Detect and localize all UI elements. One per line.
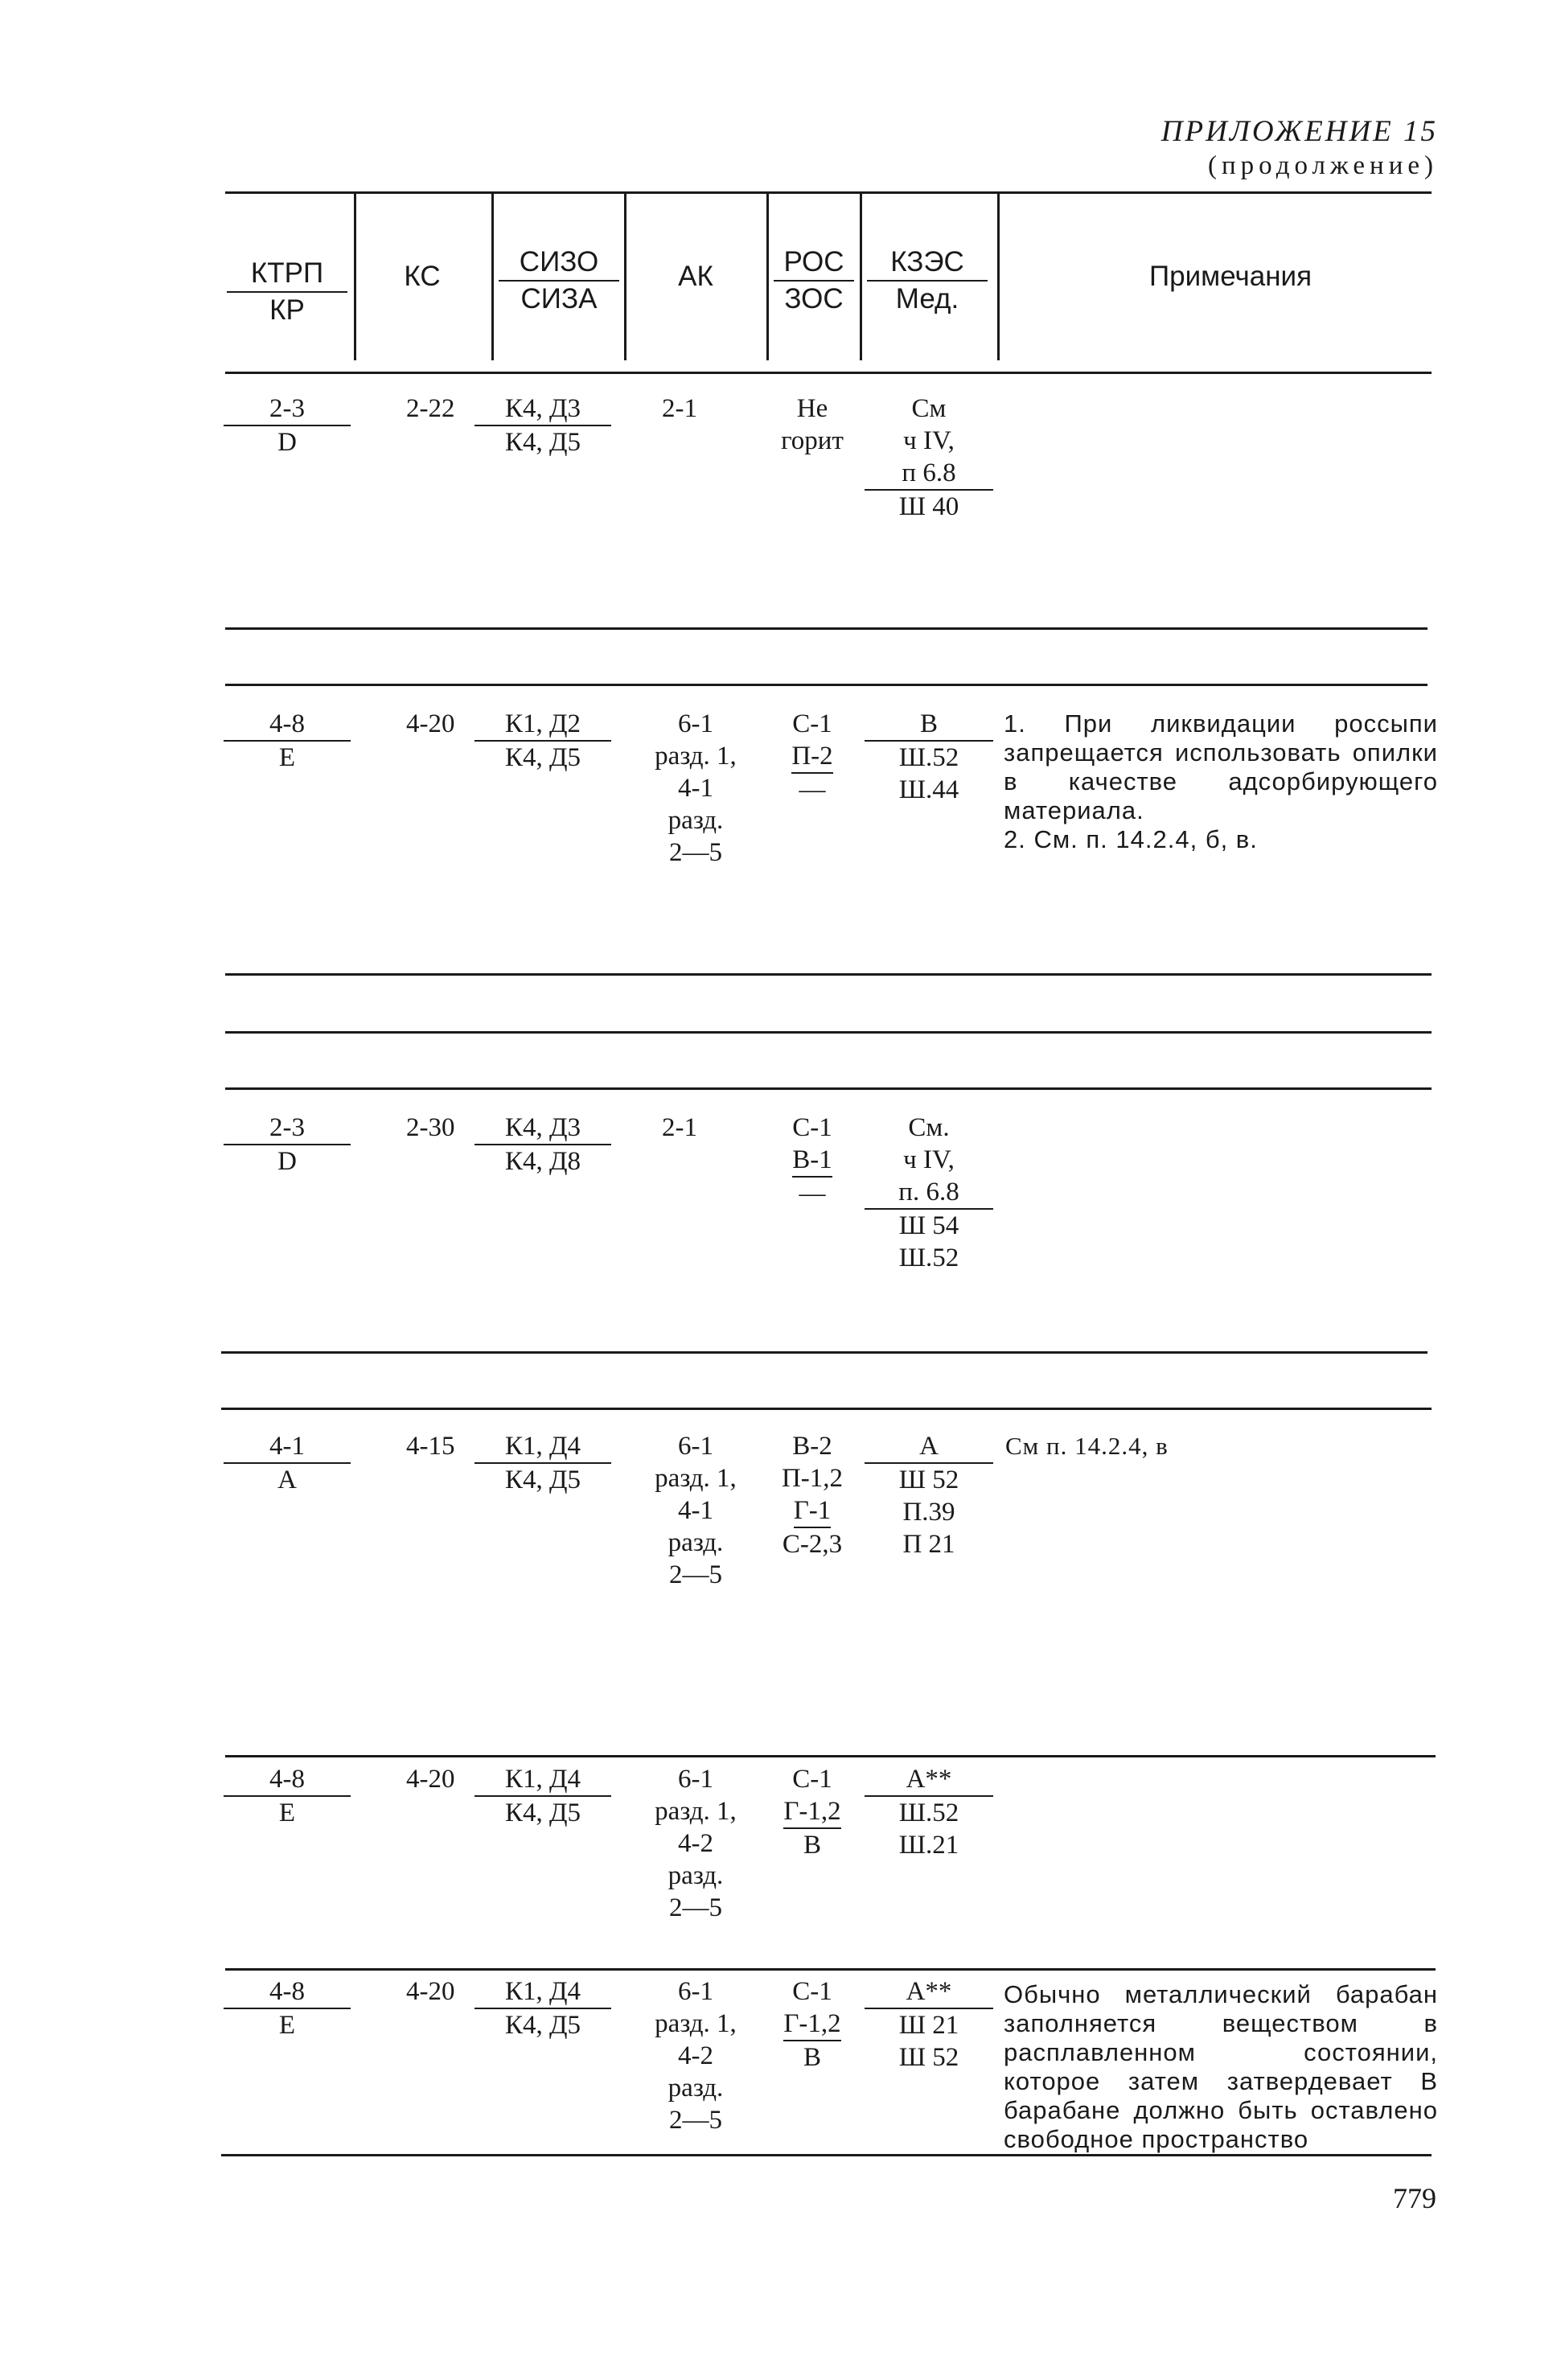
header-divider — [997, 193, 1000, 360]
row-divider — [221, 1408, 1432, 1410]
col-header-sizo-bottom: СИЗА — [499, 280, 619, 317]
siza-value: К4, Д5 — [474, 1462, 611, 1496]
row-divider — [225, 1087, 1432, 1090]
table-row-ktrp — [224, 1430, 351, 1496]
ak-line: разд. 1, — [655, 1464, 737, 1493]
siza-value: К4, Д5 — [474, 1795, 611, 1829]
sizo-value: К1, Д4 — [504, 1432, 581, 1461]
ros-value — [768, 1763, 856, 1861]
table-row-ktrp — [224, 393, 351, 458]
ros-line: Г-1,2 — [783, 1795, 840, 1829]
appendix-title: ПРИЛОЖЕНИЕ 15 — [1160, 115, 1438, 148]
kzes-value — [865, 708, 993, 806]
table-row-sizo — [474, 1975, 611, 2041]
ktrp-value: 4-8 — [269, 709, 305, 738]
note-text: 2. См. п. 14.2.4, б, в. — [1004, 825, 1258, 853]
ros-value — [768, 393, 856, 457]
col-header-sizo-top: СИЗО — [519, 246, 599, 277]
row-note — [1004, 709, 1438, 854]
note-text: 1. При ликвидации россыпи запрещается использовать опилки в качестве адсорбирующего материала. — [1004, 709, 1438, 824]
ak-line: 6-1 — [678, 1432, 713, 1461]
kzes-line: В — [919, 709, 938, 738]
header-divider — [624, 193, 626, 360]
kzes-line: ч IV, — [903, 426, 955, 455]
col-header-ros-top: РОС — [783, 246, 844, 277]
table-top-rule — [225, 191, 1432, 194]
table-row-sizo — [474, 708, 611, 774]
row-note — [1005, 1432, 1440, 1461]
ak-line: 6-1 — [678, 709, 713, 738]
ak-line: 6-1 — [678, 1765, 713, 1794]
ak-line: разд. 1, — [655, 1797, 737, 1826]
kzes-line: Ш 52 — [898, 2043, 959, 2072]
kzes-line: п. 6.8 — [898, 1178, 959, 1206]
note-text: См п. 14.2.4, в — [1005, 1432, 1169, 1460]
ros-line: В — [803, 2043, 821, 2072]
kzes-line: Ш 54 — [865, 1208, 993, 1242]
ak-line: 4-1 — [678, 1496, 713, 1525]
ros-line: горит — [781, 426, 844, 455]
table-row-ktrp — [224, 1975, 351, 2041]
ktrp-value: 2-3 — [269, 1113, 305, 1142]
row-divider — [225, 627, 1427, 630]
col-header-ks: КС — [404, 261, 441, 292]
sizo-value: К1, Д4 — [504, 1977, 581, 2006]
ak-value — [639, 1430, 752, 1591]
col-header-ros-bottom: ЗОС — [774, 280, 854, 317]
ros-line: — — [799, 1179, 826, 1208]
ak-line: 2-1 — [662, 1113, 697, 1142]
ros-line: В-1 — [792, 1144, 832, 1178]
table-bottom-rule — [221, 2154, 1432, 2156]
ak-line: 4-1 — [678, 774, 713, 803]
ak-line: 6-1 — [678, 1977, 713, 2006]
kzes-line: A** — [906, 1765, 952, 1794]
ks-value: 4-15 — [406, 1432, 455, 1461]
header-divider — [860, 193, 862, 360]
kzes-line: Ш 21 — [865, 2008, 993, 2041]
kzes-value — [865, 1975, 993, 2074]
kzes-value — [865, 393, 993, 523]
row-divider — [225, 684, 1427, 686]
kr-value: D — [224, 1144, 351, 1178]
table-row-ktrp — [224, 1763, 351, 1829]
table-row-ktrp — [224, 1112, 351, 1178]
kr-value: E — [224, 1795, 351, 1829]
kr-value: E — [224, 740, 351, 774]
kzes-line: п 6.8 — [902, 458, 956, 487]
ktrp-value: 4-8 — [269, 1977, 305, 2006]
col-header-ktrp-bottom: КР — [227, 291, 347, 328]
siza-value: К4, Д5 — [474, 2008, 611, 2041]
ak-line: 2—5 — [669, 1893, 722, 1922]
ktrp-value: 4-1 — [269, 1432, 305, 1461]
ak-value — [639, 1975, 752, 2136]
ak-line: 4-2 — [678, 1829, 713, 1858]
col-header-kzes-top: КЗЭС — [890, 246, 964, 277]
ks-value: 4-20 — [406, 1765, 455, 1794]
ros-line: Г-1 — [794, 1494, 832, 1528]
row-divider — [225, 1031, 1432, 1034]
kzes-line: Ш 40 — [865, 489, 993, 523]
col-header-ak: АК — [678, 261, 713, 292]
ros-line: С-2,3 — [782, 1530, 843, 1559]
ak-line: разд. 1, — [655, 2009, 737, 2038]
row-divider — [225, 1755, 1436, 1757]
kr-value: E — [224, 2008, 351, 2041]
row-divider — [225, 973, 1432, 976]
sizo-value: К1, Д2 — [504, 709, 581, 738]
col-header-kzes — [867, 245, 988, 317]
ros-line: П-2 — [791, 740, 832, 774]
kzes-line: A — [919, 1432, 939, 1461]
ktrp-value: 2-3 — [269, 394, 305, 423]
ros-value — [768, 1430, 856, 1560]
ak-value — [643, 393, 716, 425]
ak-line: разд. — [668, 806, 724, 835]
appendix-subtitle: (продолжение) — [1208, 151, 1438, 180]
ak-line: разд. — [668, 1528, 724, 1557]
kzes-line: См — [911, 394, 947, 423]
ak-value — [639, 708, 752, 869]
row-note — [1004, 1980, 1438, 2154]
ros-value — [768, 1975, 856, 2074]
col-header-notes: Примечания — [1148, 261, 1312, 292]
kzes-line: ч IV, — [903, 1145, 955, 1174]
col-header-kzes-bottom: Мед. — [867, 280, 988, 317]
table-header-rule — [225, 372, 1432, 374]
table-row-sizo — [474, 1763, 611, 1829]
sizo-value: К4, Д3 — [504, 1113, 581, 1142]
kr-value: D — [224, 425, 351, 458]
ros-line: С-1 — [792, 1765, 832, 1794]
kzes-line: Ш.52 — [865, 1795, 993, 1829]
col-header-sizo — [499, 245, 619, 317]
siza-value: К4, Д8 — [474, 1144, 611, 1178]
kzes-line: Ш.44 — [898, 775, 959, 804]
kzes-line: См. — [908, 1113, 950, 1142]
note-text: Обычно металлический барабан заполняется веществом в расплавленном состоянии, которое затем затвердевает В барабане должно быть оставлено свободное пространство — [1004, 1980, 1438, 2153]
ktrp-value: 4-8 — [269, 1765, 305, 1794]
table-row-sizo — [474, 393, 611, 458]
ak-line: разд. 1, — [655, 742, 737, 771]
kzes-line: П.39 — [902, 1498, 955, 1527]
ak-value — [643, 1112, 716, 1144]
ros-line: — — [799, 775, 826, 804]
row-divider — [221, 1351, 1427, 1354]
ros-value — [768, 708, 856, 806]
kzes-line: П 21 — [902, 1530, 955, 1559]
ros-line: С-1 — [792, 709, 832, 738]
ak-line: разд. — [668, 2074, 724, 2103]
ros-line: В-2 — [792, 1432, 832, 1461]
kzes-line: Ш.52 — [898, 1243, 959, 1272]
ks-value: 4-20 — [406, 709, 455, 738]
kzes-line: A** — [906, 1977, 952, 2006]
kzes-line: Ш 52 — [865, 1462, 993, 1496]
ak-line: 4-2 — [678, 2041, 713, 2070]
ros-line: Не — [796, 394, 828, 423]
siza-value: К4, Д5 — [474, 425, 611, 458]
ak-line: разд. — [668, 1861, 724, 1890]
ks-value: 4-20 — [406, 1977, 455, 2006]
ros-line: Г-1,2 — [783, 2008, 840, 2041]
kzes-value — [865, 1430, 993, 1560]
kzes-line: Ш.21 — [898, 1831, 959, 1860]
ros-line: П-1,2 — [781, 1464, 844, 1493]
ak-line: 2-1 — [662, 394, 697, 423]
ros-value — [768, 1112, 856, 1210]
col-header-ktrp — [227, 256, 347, 328]
ak-line: 2—5 — [669, 838, 722, 867]
table-row-sizo — [474, 1430, 611, 1496]
ak-line: 2—5 — [669, 1560, 722, 1589]
ros-line: В — [803, 1831, 821, 1860]
siza-value: К4, Д5 — [474, 740, 611, 774]
kzes-value — [865, 1763, 993, 1861]
table-row-ktrp — [224, 708, 351, 774]
col-header-ktrp-top: КТРП — [250, 257, 324, 289]
sizo-value: К1, Д4 — [504, 1765, 581, 1794]
header-divider — [354, 193, 356, 360]
kr-value: A — [224, 1462, 351, 1496]
sizo-value: К4, Д3 — [504, 394, 581, 423]
ks-value: 2-22 — [406, 394, 455, 423]
header-divider — [491, 193, 494, 360]
header-divider — [766, 193, 769, 360]
kzes-line: Ш.52 — [865, 740, 993, 774]
ks-value: 2-30 — [406, 1113, 455, 1142]
page-number: 779 — [1393, 2182, 1436, 2214]
ros-line: С-1 — [792, 1977, 832, 2006]
col-header-ros — [774, 245, 854, 317]
ros-line: С-1 — [792, 1113, 832, 1142]
table-row-sizo — [474, 1112, 611, 1178]
kzes-value — [865, 1112, 993, 1274]
ak-line: 2—5 — [669, 2106, 722, 2135]
row-divider — [225, 1968, 1436, 1971]
ak-value — [639, 1763, 752, 1924]
